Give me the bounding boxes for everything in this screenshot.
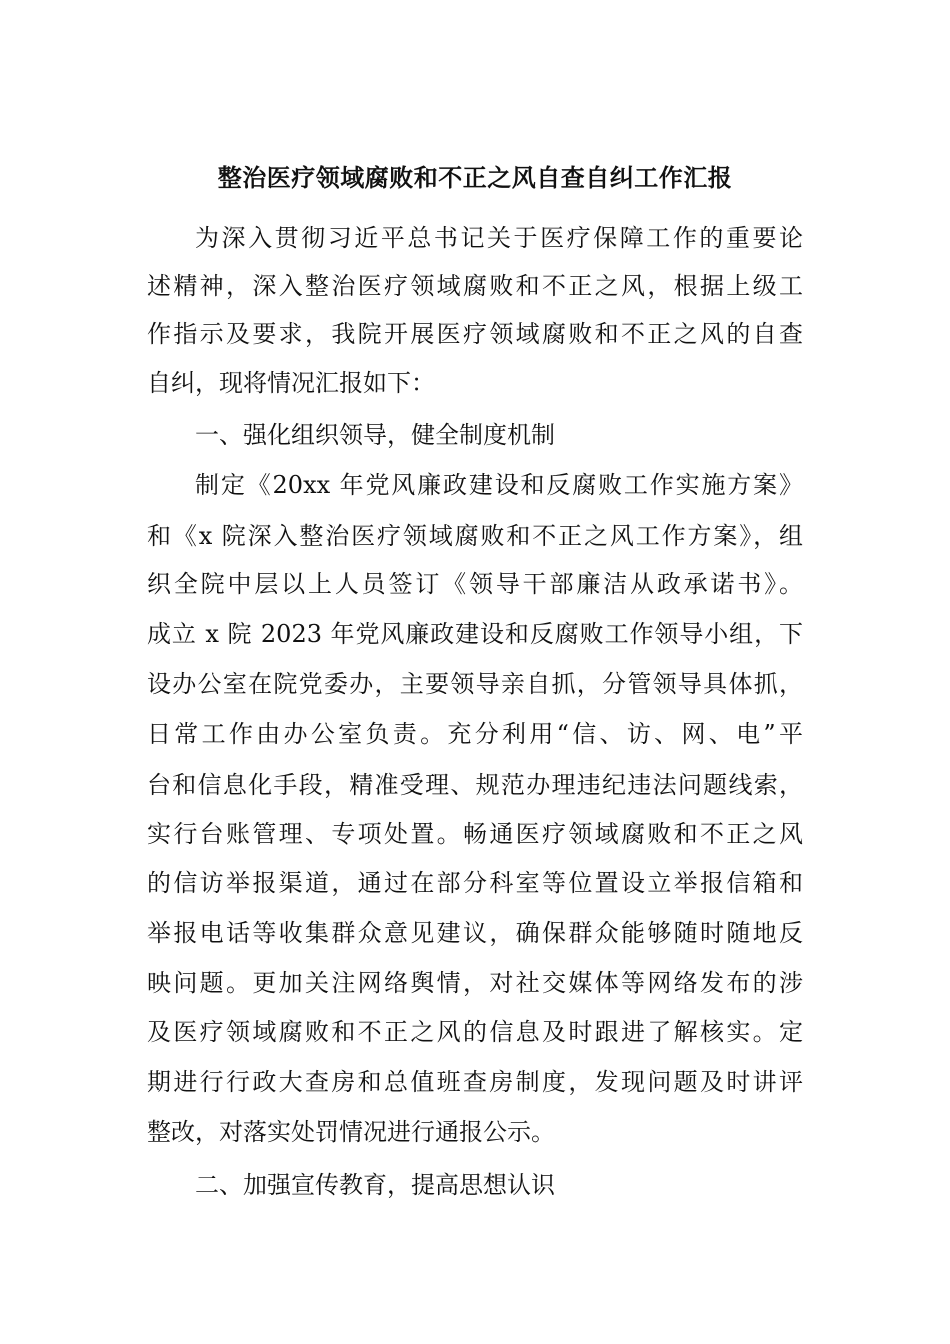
paragraph-line: 成立 x 院 2023 年党风廉政建设和反腐败工作领导小组，下 <box>147 620 803 648</box>
paragraph-line: 织全院中层以上人员签订《领导干部廉洁从政承诺书》。 <box>147 570 803 598</box>
paragraph-line: 映问题。更加关注网络舆情，对社交媒体等网络发布的涉 <box>147 969 803 997</box>
paragraph-line: 自纠，现将情况汇报如下： <box>147 369 435 397</box>
section-heading: 二、加强宣传教育，提高思想认识 <box>195 1171 555 1199</box>
paragraph-line: 和《x 院深入整治医疗领域腐败和不正之风工作方案》，组 <box>147 522 803 550</box>
section-heading: 一、强化组织领导，健全制度机制 <box>195 421 555 449</box>
paragraph-line: 为深入贯彻习近平总书记关于医疗保障工作的重要论 <box>195 224 803 252</box>
paragraph-line: 实行台账管理、专项处置。畅通医疗领域腐败和不正之风 <box>147 820 803 848</box>
paragraph-line: 举报电话等收集群众意见建议，确保群众能够随时随地反 <box>147 919 803 947</box>
paragraph-line: 及医疗领域腐败和不正之风的信息及时跟进了解核实。定 <box>147 1018 803 1046</box>
paragraph-line: 日常工作由办公室负责。充分利用“信、访、网、电”平 <box>147 720 803 748</box>
paragraph-line: 作指示及要求，我院开展医疗领域腐败和不正之风的自查 <box>147 320 803 348</box>
paragraph-line: 期进行行政大查房和总值班查房制度，发现问题及时讲评 <box>147 1068 803 1096</box>
paragraph-line: 设办公室在院党委办，主要领导亲自抓，分管领导具体抓， <box>147 670 803 698</box>
document-title: 整治医疗领域腐败和不正之风自查自纠工作汇报 <box>217 164 733 192</box>
paragraph-line: 述精神，深入整治医疗领域腐败和不正之风，根据上级工 <box>147 272 803 300</box>
paragraph-line: 整改，对落实处罚情况进行通报公示。 <box>147 1118 555 1146</box>
paragraph-line: 台和信息化手段，精准受理、规范办理违纪违法问题线索， <box>147 771 803 799</box>
paragraph-line: 制定《20xx 年党风廉政建设和反腐败工作实施方案》 <box>195 471 803 499</box>
paragraph-line: 的信访举报渠道，通过在部分科室等位置设立举报信箱和 <box>147 869 803 897</box>
